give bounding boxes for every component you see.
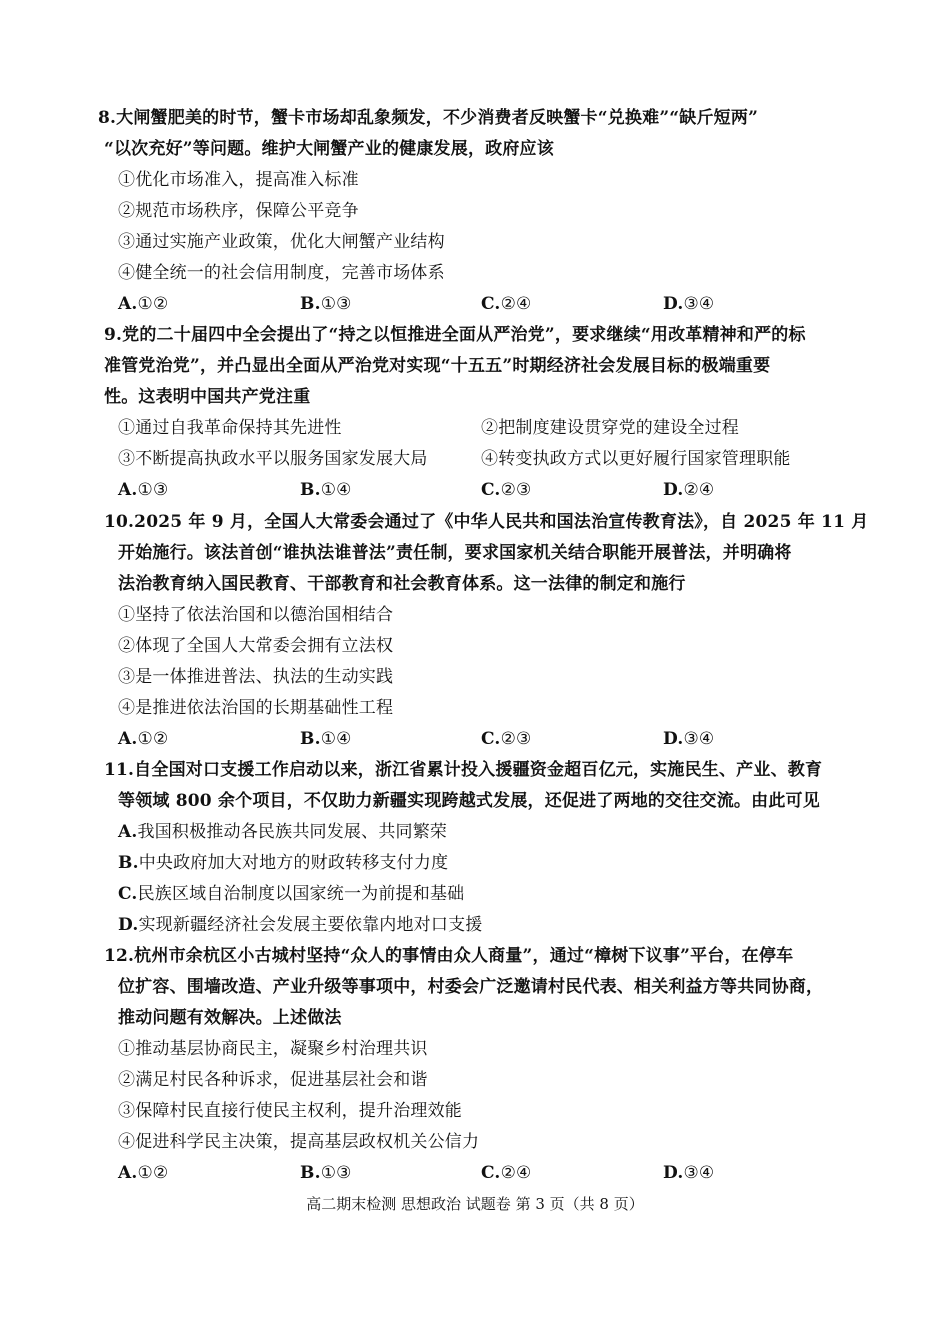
question-10-option-1: ①坚持了依法治国和以德治国相结合 — [118, 605, 394, 625]
choice-label: B. — [300, 480, 321, 500]
choice-text: ③④ — [683, 729, 715, 749]
choice-text: ③④ — [683, 1163, 715, 1183]
choice-text: ①② — [137, 729, 169, 749]
choice-label: D. — [118, 915, 139, 935]
question-11-option-c — [118, 882, 464, 906]
question-12-stem-line-3: 推动问题有效解决。上述做法 — [118, 1008, 342, 1028]
choice-text: ②④ — [500, 294, 532, 314]
question-9-option-2: ②把制度建设贯穿党的建设全过程 — [481, 418, 739, 438]
question-10-option-4: ④是推进依法治国的长期基础性工程 — [118, 698, 394, 718]
question-8-stem-line-2: “以次充好”等问题。维护大闸蟹产业的健康发展，政府应该 — [104, 139, 554, 159]
choice-label: C. — [481, 1163, 501, 1183]
choice-text: ②③ — [500, 480, 532, 500]
question-10-choice-a — [118, 727, 168, 751]
question-12-option-2: ②满足村民各种诉求，促进基层社会和谐 — [118, 1070, 428, 1090]
question-10-stem-line-3: 法治教育纳入国民教育、干部教育和社会教育体系。这一法律的制定和施行 — [118, 574, 686, 594]
choice-label: C. — [481, 729, 501, 749]
choice-label: D. — [663, 480, 684, 500]
page-footer: 高二期末检测 思想政治 试题卷 第 3 页（共 8 页） — [306, 1195, 644, 1213]
choice-text: ①③ — [320, 1163, 352, 1183]
question-9-choice-d — [663, 478, 714, 502]
question-12-choice-b — [300, 1161, 352, 1185]
choice-text: ②④ — [683, 480, 715, 500]
question-9-stem-line-3: 性。这表明中国共产党注重 — [104, 387, 311, 407]
question-8-choice-a — [118, 292, 168, 316]
question-9-option-1: ①通过自我革命保持其先进性 — [118, 418, 342, 438]
question-10-choice-c — [481, 727, 531, 751]
question-10-stem-line-2: 开始施行。该法首创“谁执法谁普法”责任制，要求国家机关结合职能开展普法，并明确将 — [118, 543, 792, 563]
question-12-choice-c — [481, 1161, 531, 1185]
question-12-option-4: ④促进科学民主决策，提高基层政权机关公信力 — [118, 1132, 480, 1152]
choice-label: B. — [118, 853, 139, 873]
choice-text: ①④ — [320, 480, 352, 500]
question-11-option-b — [118, 851, 448, 875]
choice-text: ①③ — [320, 294, 352, 314]
choice-label: C. — [481, 480, 501, 500]
question-8-choice-d — [663, 292, 714, 316]
question-12-choice-d — [663, 1161, 714, 1185]
question-9-option-3: ③不断提高执政水平以服务国家发展大局 — [118, 449, 428, 469]
question-11-stem-line-1: 11.自全国对口支援工作启动以来，浙江省累计投入援疆资金超百亿元，实施民生、产业、教育 — [104, 760, 823, 780]
choice-text: 中央政府加大对地方的财政转移支付力度 — [138, 853, 449, 873]
choice-label: B. — [300, 294, 321, 314]
choice-text: ①④ — [320, 729, 352, 749]
choice-text: ②④ — [500, 1163, 532, 1183]
choice-label: D. — [663, 294, 684, 314]
question-8-stem-line-1: 8.大闸蟹肥美的时节，蟹卡市场却乱象频发，不少消费者反映蟹卡“兑换难”“缺斤短两” — [98, 108, 759, 128]
question-12-stem-line-1: 12.杭州市余杭区小古城村坚持“众人的事情由众人商量”，通过“樟树下议事”平台，在停车 — [104, 946, 794, 966]
question-12-option-1: ①推动基层协商民主，凝聚乡村治理共识 — [118, 1039, 428, 1059]
question-11-option-a — [118, 820, 447, 844]
choice-text: 我国积极推动各民族共同发展、共同繁荣 — [137, 822, 448, 842]
question-8-option-1: ①优化市场准入，提高准入标准 — [118, 170, 359, 190]
question-12-stem-line-2: 位扩容、围墙改造、产业升级等事项中，村委会广泛邀请村民代表、相关利益方等共同协商， — [118, 977, 824, 997]
question-9-choice-a — [118, 478, 168, 502]
choice-label: C. — [118, 884, 138, 904]
question-10-option-2: ②体现了全国人大常委会拥有立法权 — [118, 636, 394, 656]
choice-text: 实现新疆经济社会发展主要依靠内地对口支援 — [138, 915, 483, 935]
question-9-choice-c — [481, 478, 531, 502]
choice-label: B. — [300, 1163, 321, 1183]
choice-text: ①② — [137, 294, 169, 314]
question-8-option-3: ③通过实施产业政策，优化大闸蟹产业结构 — [118, 232, 445, 252]
choice-label: A. — [118, 729, 138, 749]
choice-label: B. — [300, 729, 321, 749]
question-12-choice-a — [118, 1161, 168, 1185]
choice-label: D. — [663, 729, 684, 749]
question-10-option-3: ③是一体推进普法、执法的生动实践 — [118, 667, 394, 687]
choice-text: ①③ — [137, 480, 169, 500]
question-10-choice-d — [663, 727, 714, 751]
question-9-stem-line-2: 准管党治党”，并凸显出全面从严治党对实现“十五五”时期经济社会发展目标的极端重要 — [104, 356, 771, 376]
choice-label: A. — [118, 1163, 138, 1183]
question-8-choice-c — [481, 292, 531, 316]
question-9-choice-b — [300, 478, 352, 502]
question-10-stem-line-1: 10.2025 年 9 月，全国人大常委会通过了《中华人民共和国法治宣传教育法》，自 2025 年 11 月 — [104, 512, 869, 532]
question-9-stem-line-1: 9.党的二十届四中全会提出了“持之以恒推进全面从严治党”，要求继续“用改革精神和严的标 — [104, 325, 806, 345]
choice-label: A. — [118, 294, 138, 314]
question-10-choice-b — [300, 727, 352, 751]
question-9-option-4: ④转变执政方式以更好履行国家管理职能 — [481, 449, 791, 469]
choice-label: D. — [663, 1163, 684, 1183]
question-12-option-3: ③保障村民直接行使民主权利，提升治理效能 — [118, 1101, 462, 1121]
choice-label: A. — [118, 822, 138, 842]
choice-label: A. — [118, 480, 138, 500]
choice-text: ③④ — [683, 294, 715, 314]
question-8-option-2: ②规范市场秩序，保障公平竞争 — [118, 201, 359, 221]
question-11-option-d — [118, 913, 482, 937]
choice-text: ②③ — [500, 729, 532, 749]
question-8-choice-b — [300, 292, 352, 316]
choice-text: ①② — [137, 1163, 169, 1183]
choice-text: 民族区域自治制度以国家统一为前提和基础 — [137, 884, 465, 904]
choice-label: C. — [481, 294, 501, 314]
question-11-stem-line-2: 等领域 800 余个项目，不仅助力新疆实现跨越式发展，还促进了两地的交往交流。由此可见 — [118, 791, 820, 811]
question-8-option-4: ④健全统一的社会信用制度，完善市场体系 — [118, 263, 445, 283]
